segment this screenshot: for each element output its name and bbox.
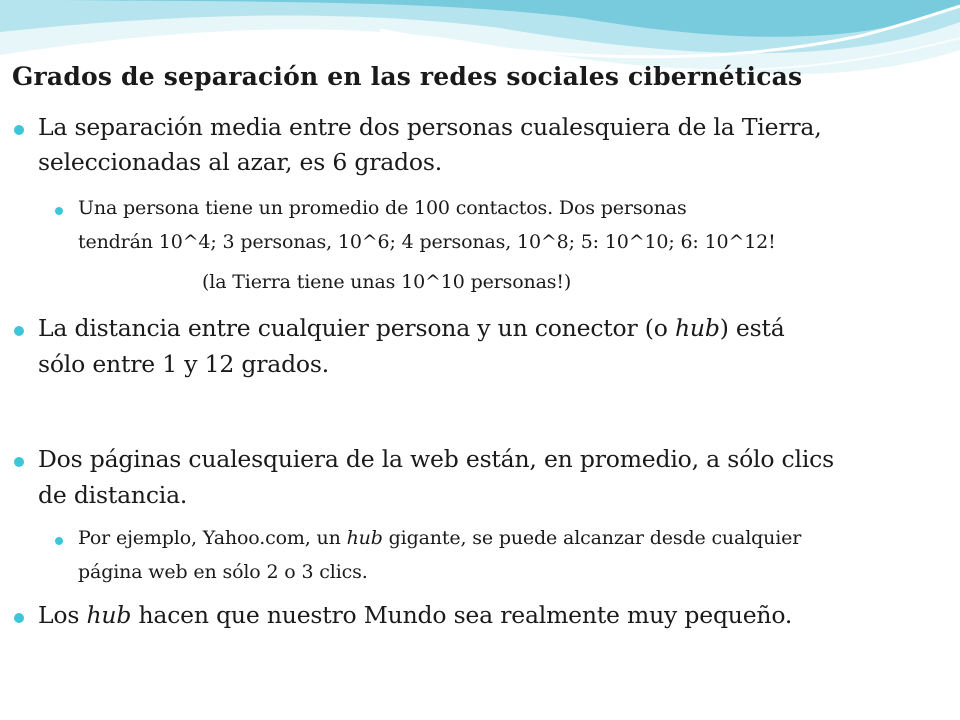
bullet-marker <box>14 326 24 336</box>
sub-bullet-1-line-1: Una persona tiene un promedio de 100 contactos. Dos personas <box>78 197 687 219</box>
sub-bullet-2-text-b: gigante, se puede alcanzar desde cualquier <box>382 527 802 549</box>
bullet-1-line-2: seleccionadas al azar, es 6 grados. <box>38 148 442 176</box>
bullet-1-line-1: La separación media entre dos personas cualesquiera de la Tierra, <box>38 113 822 141</box>
bullet-2-line-2: sólo entre 1 y 12 grados. <box>38 350 329 378</box>
bullet-3-line-1: Dos páginas cualesquiera de la web están, en promedio, a sólo clics <box>38 445 834 473</box>
sub-bullet-marker <box>55 537 63 545</box>
sub-bullet-marker <box>55 207 63 215</box>
bullet-2-line-1 <box>38 314 785 342</box>
bullet-2-text-a: La distancia entre cualquier persona y un conector (o <box>38 314 675 342</box>
bullet-4-text-b: hacen que nuestro Mundo sea realmente muy pequeño. <box>131 601 793 629</box>
sub-bullet-2-text-a: Por ejemplo, Yahoo.com, un <box>78 527 347 549</box>
bullet-3-line-2: de distancia. <box>38 481 188 509</box>
bullet-marker <box>14 457 24 467</box>
bullet-marker <box>14 613 24 623</box>
bullet-2-text-b: ) está <box>719 314 785 342</box>
bullet-4-line-1 <box>38 601 792 629</box>
sub-bullet-1-line-2: tendrán 10^4; 3 personas, 10^6; 4 personas, 10^8; 5: 10^10; 6: 10^12! <box>78 231 776 253</box>
slide-title: Grados de separación en las redes sociales cibernéticas <box>12 62 803 91</box>
bullet-marker <box>14 125 24 135</box>
hub-term: hub <box>674 314 720 342</box>
sub-bullet-1-note: (la Tierra tiene unas 10^10 personas!) <box>202 271 572 293</box>
bullet-4-text-a: Los <box>38 601 87 629</box>
sub-bullet-2-line-1 <box>78 527 801 549</box>
sub-bullet-2-line-2: página web en sólo 2 o 3 clics. <box>78 561 368 583</box>
hub-term: hub <box>346 527 383 549</box>
hub-term: hub <box>86 601 132 629</box>
